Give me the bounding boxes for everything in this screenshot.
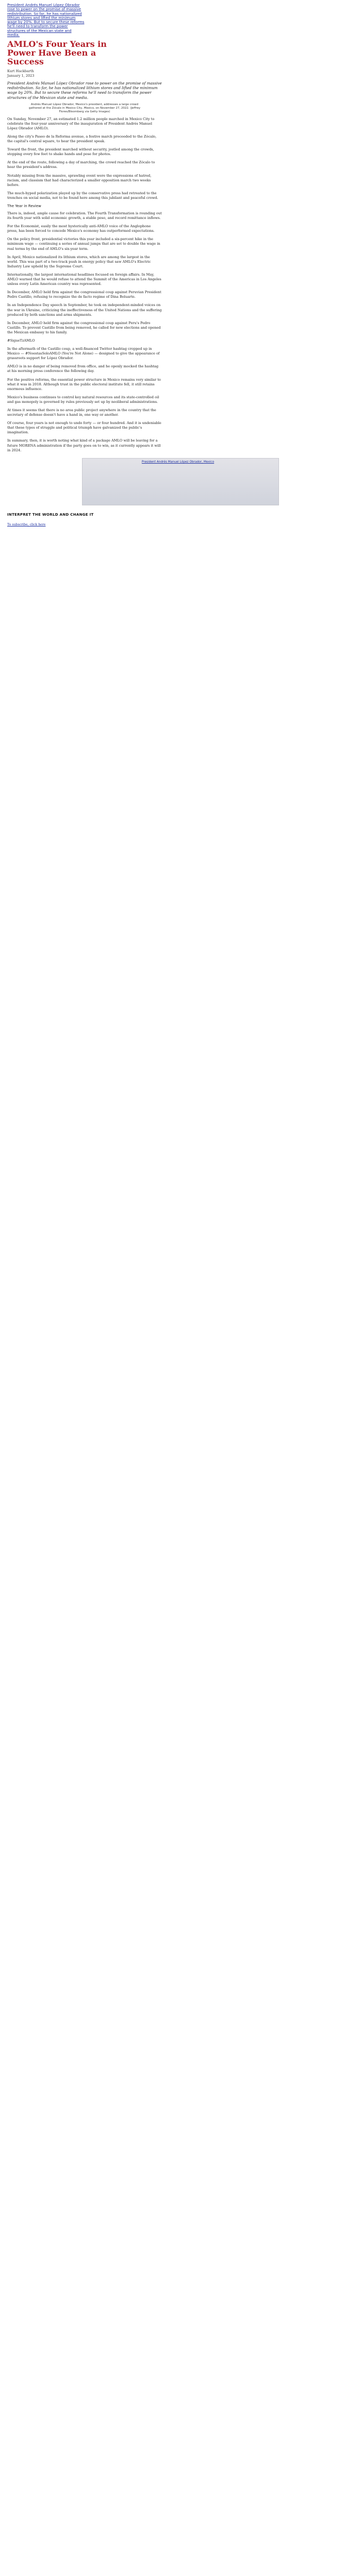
top-banner-link[interactable]: President Andrés Manuel López Obrador rose to power on the promise of massive redistribution. So far, he has nationalized lithium stores and lifted the minimum wage by 20%. But to secure these reforms he'll need to transform the power structures of the Mexican state and media. xyxy=(7,3,85,37)
paragraph: In the aftermath of the Castillo coup, a well-financed Twitter hashtag cropped up in Mexico — #NoestasSoloAMLO (You're Not Alone) — designed to give the appearance of grassroots support for López Obrador. xyxy=(7,347,160,361)
author: Kurt Hackbarth xyxy=(7,69,34,74)
paragraph: AMLO is in no danger of being removed from office, and he openly mocked the hashtag at his morning press conference the following day. xyxy=(7,364,159,374)
hashtag: #SigueTzAMLO xyxy=(7,338,35,343)
paragraph: In summary, then, it is worth noting what kind of a package AMLO will be leaving for a future MORENA administration if the party goes on to win, as it currently appears it will in 2024. xyxy=(7,438,161,452)
paragraph: For the Economist, easily the most hysterically anti-AMLO voice of the Anglophone press, has been forced to concede Mexico's economy has outperformed expectations. xyxy=(7,224,155,233)
paragraph: On Sunday, November 27, an estimated 1.2 million people marched in Mexico City to celebrate the four-year anniversary of the inauguration of President Andrés Manuel López Obrador (AMLO). xyxy=(7,116,155,130)
paragraph: Of course, four years is not enough to undo forty — or four hundred. And it is undeniable that these types of struggle and political triumph have galvanized the public's imagination. xyxy=(7,421,161,435)
article-title: AMLO's Four Years in Power Have Been a Success xyxy=(7,39,107,66)
publish-date: January 1, 2023 xyxy=(7,73,35,78)
paragraph: On the policy front, presidential victories this year included a six-percent hike in the minimum wage — continuing a series of annual jumps that are set to double the wage in real terms by the end of AMLO's six-year term. xyxy=(7,237,160,251)
byline xyxy=(7,69,354,77)
article-body xyxy=(7,117,354,453)
subscribe-link[interactable]: To subscribe, click here xyxy=(7,522,46,527)
interpret-heading: INTERPRET THE WORLD AND CHANGE IT xyxy=(7,512,94,517)
paragraph: For the positive reforms, the essential power structure in Mexico remains very similar to what it was in 2018. Although trust in the public electoral institute fell, it still retains enormous influence. xyxy=(7,377,161,391)
paragraph: There is, indeed, ample cause for celebration. The Fourth Transformation is rounding out its fourth year with solid economic growth, a stable peso, and record remittance inflows. xyxy=(7,211,162,221)
paragraph: Internationally, the largest international headlines focused on foreign affairs. In May, AMLO warned that he would refuse to attend the Summit of the Americas in Los Angeles unless every Latin American country was represented. xyxy=(7,272,161,286)
paragraph: Notably missing from the massive, sprawling event were the expressions of hatred, racism, and classism that had characterized a smaller opposition march two weeks before. xyxy=(7,173,152,187)
page xyxy=(0,0,361,540)
section-subhead: The Year in Review xyxy=(7,204,41,209)
related-figure-caption[interactable]: President Andrés Manuel López Obrador, Mexico xyxy=(141,460,215,464)
paragraph: At the end of the route, following a day of marching, the crowd reached the Zócalo to hear the president's address. xyxy=(7,160,155,170)
paragraph: Toward the front, the president marched without security, jostled among the crowds, stopping every few feet to shake hands and pose for photos. xyxy=(7,147,154,157)
paragraph: In December, AMLO held firm against the congressional coup against Peruvian President Pedro Castillo, refusing to recognize the de facto regime of Dina Boluarte. xyxy=(7,290,161,299)
related-figure xyxy=(82,458,279,505)
lead-figure xyxy=(7,103,162,114)
paragraph: The much-hyped polarization played up by the conservative press had retreated to the trenches on social media, not to be found here among this jubilant and peaceful crowd. xyxy=(7,191,158,200)
paragraph: At times it seems that there is no area public project anywhere in the country that the secretary of defense doesn't have a hand in, one way or another. xyxy=(7,408,156,417)
paragraph: Mexico's business continues to control key natural resources and its state-controlled oil and gas monopoly is governed by rules previously set up by neoliberal administrations. xyxy=(7,395,159,404)
article-lede: President Andrés Manuel López Obrador rose to power on the promise of massive redistribution. So far, he has nationalized lithium stores and lifted the minimum wage by 20%. But to secure these reforms he'll need to transform the power structures of the Mexican state and media. xyxy=(7,80,162,100)
figure-caption: Andrés Manuel López Obrador, Mexico's president, addresses a large crowd gathered at the Zócalo in Mexico City, Mexico, on November 27, 2022. (Jeffrey Flores/Bloomberg via Getty Images) xyxy=(28,103,141,113)
paragraph: In an Independence Day speech in September, he took on independent-minded voices on the war in Ukraine, criticizing the ineffectiveness of the United Nations and the suffering produced by both sanctions and arms shipments. xyxy=(7,303,162,317)
paragraph: In April, Mexico nationalized its lithium stores, which are among the largest in the world. This was part of a two-track push in energy policy that saw AMLO's Electric Industry Law upheld by the Supreme Court. xyxy=(7,255,151,268)
paragraph: In December, AMLO held firm against the congressional coup against Peru's Pedro Castillo. To prevent Castillo from being removed, he called for new elections and opened the Mexican embassy to his family. xyxy=(7,320,161,334)
paragraph: Along the city's Paseo de la Reforma avenue, a festive march proceeded to the Zócalo, the capital's central square, to hear the president speak. xyxy=(7,134,157,144)
